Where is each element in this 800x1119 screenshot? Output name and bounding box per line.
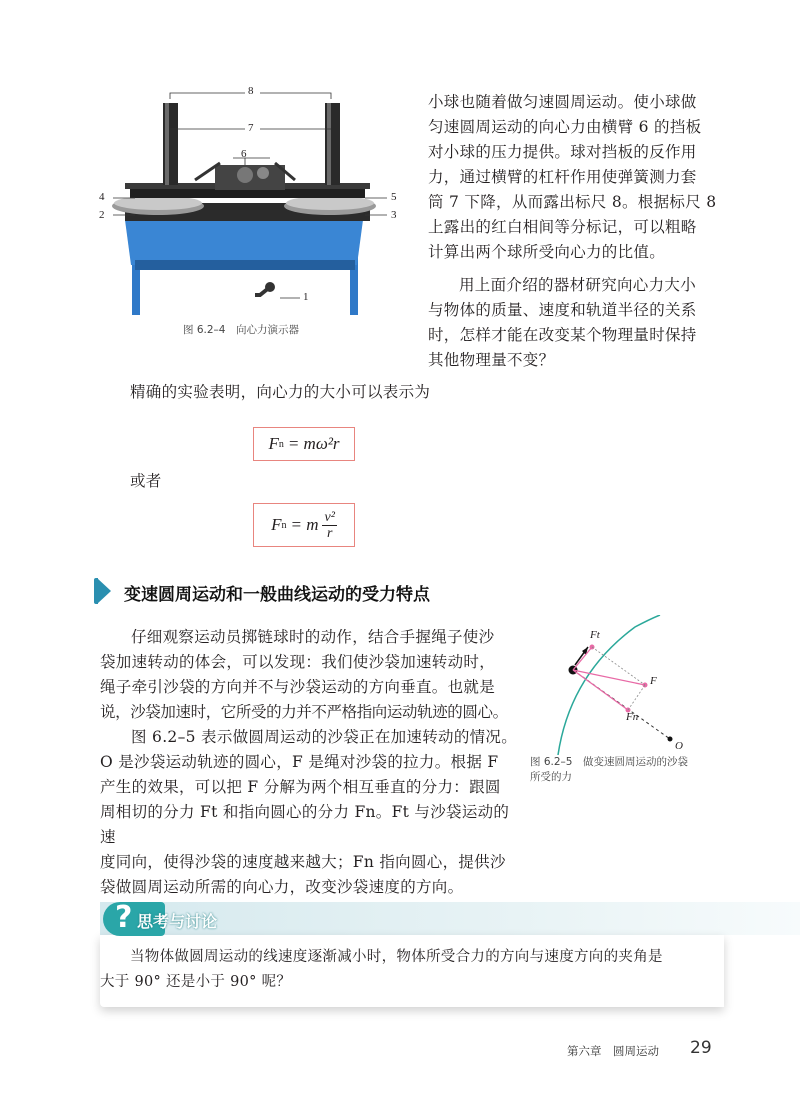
label-6: 6 <box>241 148 247 160</box>
formula2-sub: n <box>281 519 287 531</box>
formula2-eq: = m <box>290 515 319 534</box>
label-3: 3 <box>391 209 397 221</box>
right-line-6: 上露出的红白相间等分标记，可以粗略 <box>428 218 697 236</box>
figure-6-2-5-caption-line-1: 图 6.2–5 做变速圆周运动的沙袋 <box>530 756 688 768</box>
question-mark-icon: ? <box>115 900 133 935</box>
right-line-11: 其他物理量不变？ <box>428 351 555 369</box>
figure-6-2-5 <box>530 615 730 800</box>
body-line-8: 周相切的分力 Ft 和指向圆心的分力 Fn。Ft 与沙袋运动的速 <box>100 803 510 846</box>
formula-box-1 <box>253 427 355 461</box>
label-8: 8 <box>248 85 254 97</box>
right-column-text <box>428 90 728 373</box>
label-o: O <box>675 740 683 752</box>
figure-6-2-4-caption: 图 6.2–4 向心力演示器 <box>183 324 299 336</box>
centripetal-force-apparatus-illustration <box>95 85 415 350</box>
formula1-rhs: = mω²r <box>287 434 340 453</box>
formula-box-2 <box>253 503 355 547</box>
formula1-lhs: F <box>268 434 279 453</box>
formula2-numerator: v² <box>324 509 335 525</box>
label-2: 2 <box>99 209 105 221</box>
formula2-lhs: F <box>271 515 282 534</box>
page-number: 29 <box>690 1038 712 1058</box>
right-line-9: 与物体的质量、速度和轨道半径的关系 <box>428 301 697 319</box>
intro-text: 精确的实验表明，向心力的大小可以表示为 <box>130 383 431 401</box>
right-line-10: 时，怎样才能在改变某个物理量时保持 <box>428 326 697 344</box>
section-marker-cap <box>94 578 98 604</box>
formula1-sub: n <box>278 438 284 450</box>
body-line-9: 度同向，使得沙袋的速度越来越大；Fn 指向圆心，提供沙 <box>100 853 506 871</box>
think-question-line-2: 大于 90° 还是小于 90° 呢？ <box>100 974 292 990</box>
body-line-7: 产生的效果，可以把 F 分解为两个相互垂直的分力：跟圆 <box>100 778 501 796</box>
figure-6-2-5-caption-line-2: 所受的力 <box>530 771 572 783</box>
right-line-8: 用上面介绍的器材研究向心力大小 <box>459 276 697 294</box>
label-5: 5 <box>391 191 397 203</box>
body-line-10: 袋做圆周运动所需的向心力，改变沙袋速度的方向。 <box>100 878 464 896</box>
or-text: 或者 <box>130 472 162 490</box>
section-marker <box>97 578 111 604</box>
body-line-2: 袋加速转动的体会，可以发现：我们使沙袋加速转动时， <box>100 653 496 671</box>
right-line-5: 筒 7 下降，从而露出标尺 8。根据标尺 8 <box>428 193 717 211</box>
label-1: 1 <box>303 291 309 303</box>
formula2-denominator: r <box>326 525 333 541</box>
right-line-1: 小球也随着做匀速圆周运动。使小球做 <box>428 93 697 111</box>
right-line-3: 对小球的压力提供。球对挡板的反作用 <box>428 143 697 161</box>
body-line-1: 仔细观察运动员掷链球时的动作，结合手握绳子使沙 <box>131 628 495 646</box>
right-line-7: 计算出两个球所受向心力的比值。 <box>428 243 666 261</box>
body-line-3: 绳子牵引沙袋的方向并不与沙袋运动的方向垂直。也就是 <box>100 678 496 696</box>
label-7: 7 <box>248 122 254 134</box>
right-line-2: 匀速圆周运动的向心力由横臂 6 的挡板 <box>428 118 702 136</box>
footer-chapter: 第六章 圆周运动 <box>567 1044 659 1058</box>
label-f: F <box>650 675 657 687</box>
figure-6-2-5-caption <box>530 755 730 785</box>
figure-6-2-4 <box>95 85 415 350</box>
body-line-6: O 是沙袋运动轨迹的圆心，F 是绳对沙袋的拉力。根据 F <box>100 753 499 771</box>
label-fn: Fn <box>626 711 639 723</box>
body-line-5: 图 6.2–5 表示做圆周运动的沙袋正在加速转动的情况。 <box>131 728 518 746</box>
force-diagram <box>530 615 730 755</box>
section-title: 变速圆周运动和一般曲线运动的受力特点 <box>124 585 430 605</box>
label-4: 4 <box>99 191 105 203</box>
label-ft: Ft <box>590 629 600 641</box>
right-line-4: 力，通过横臂的杠杆作用使弹簧测力套 <box>428 168 697 186</box>
think-question-line-1: 当物体做圆周运动的线速度逐渐减小时，物体所受合力的方向与速度方向的夹角是 <box>130 949 663 965</box>
body-paragraph <box>100 625 520 900</box>
formula2-fraction <box>322 510 336 541</box>
body-line-4: 说，沙袋加速时，它所受的力并不严格指向运动轨迹的圆心。 <box>100 703 508 721</box>
think-discuss-title: 思考与讨论 <box>137 912 218 931</box>
